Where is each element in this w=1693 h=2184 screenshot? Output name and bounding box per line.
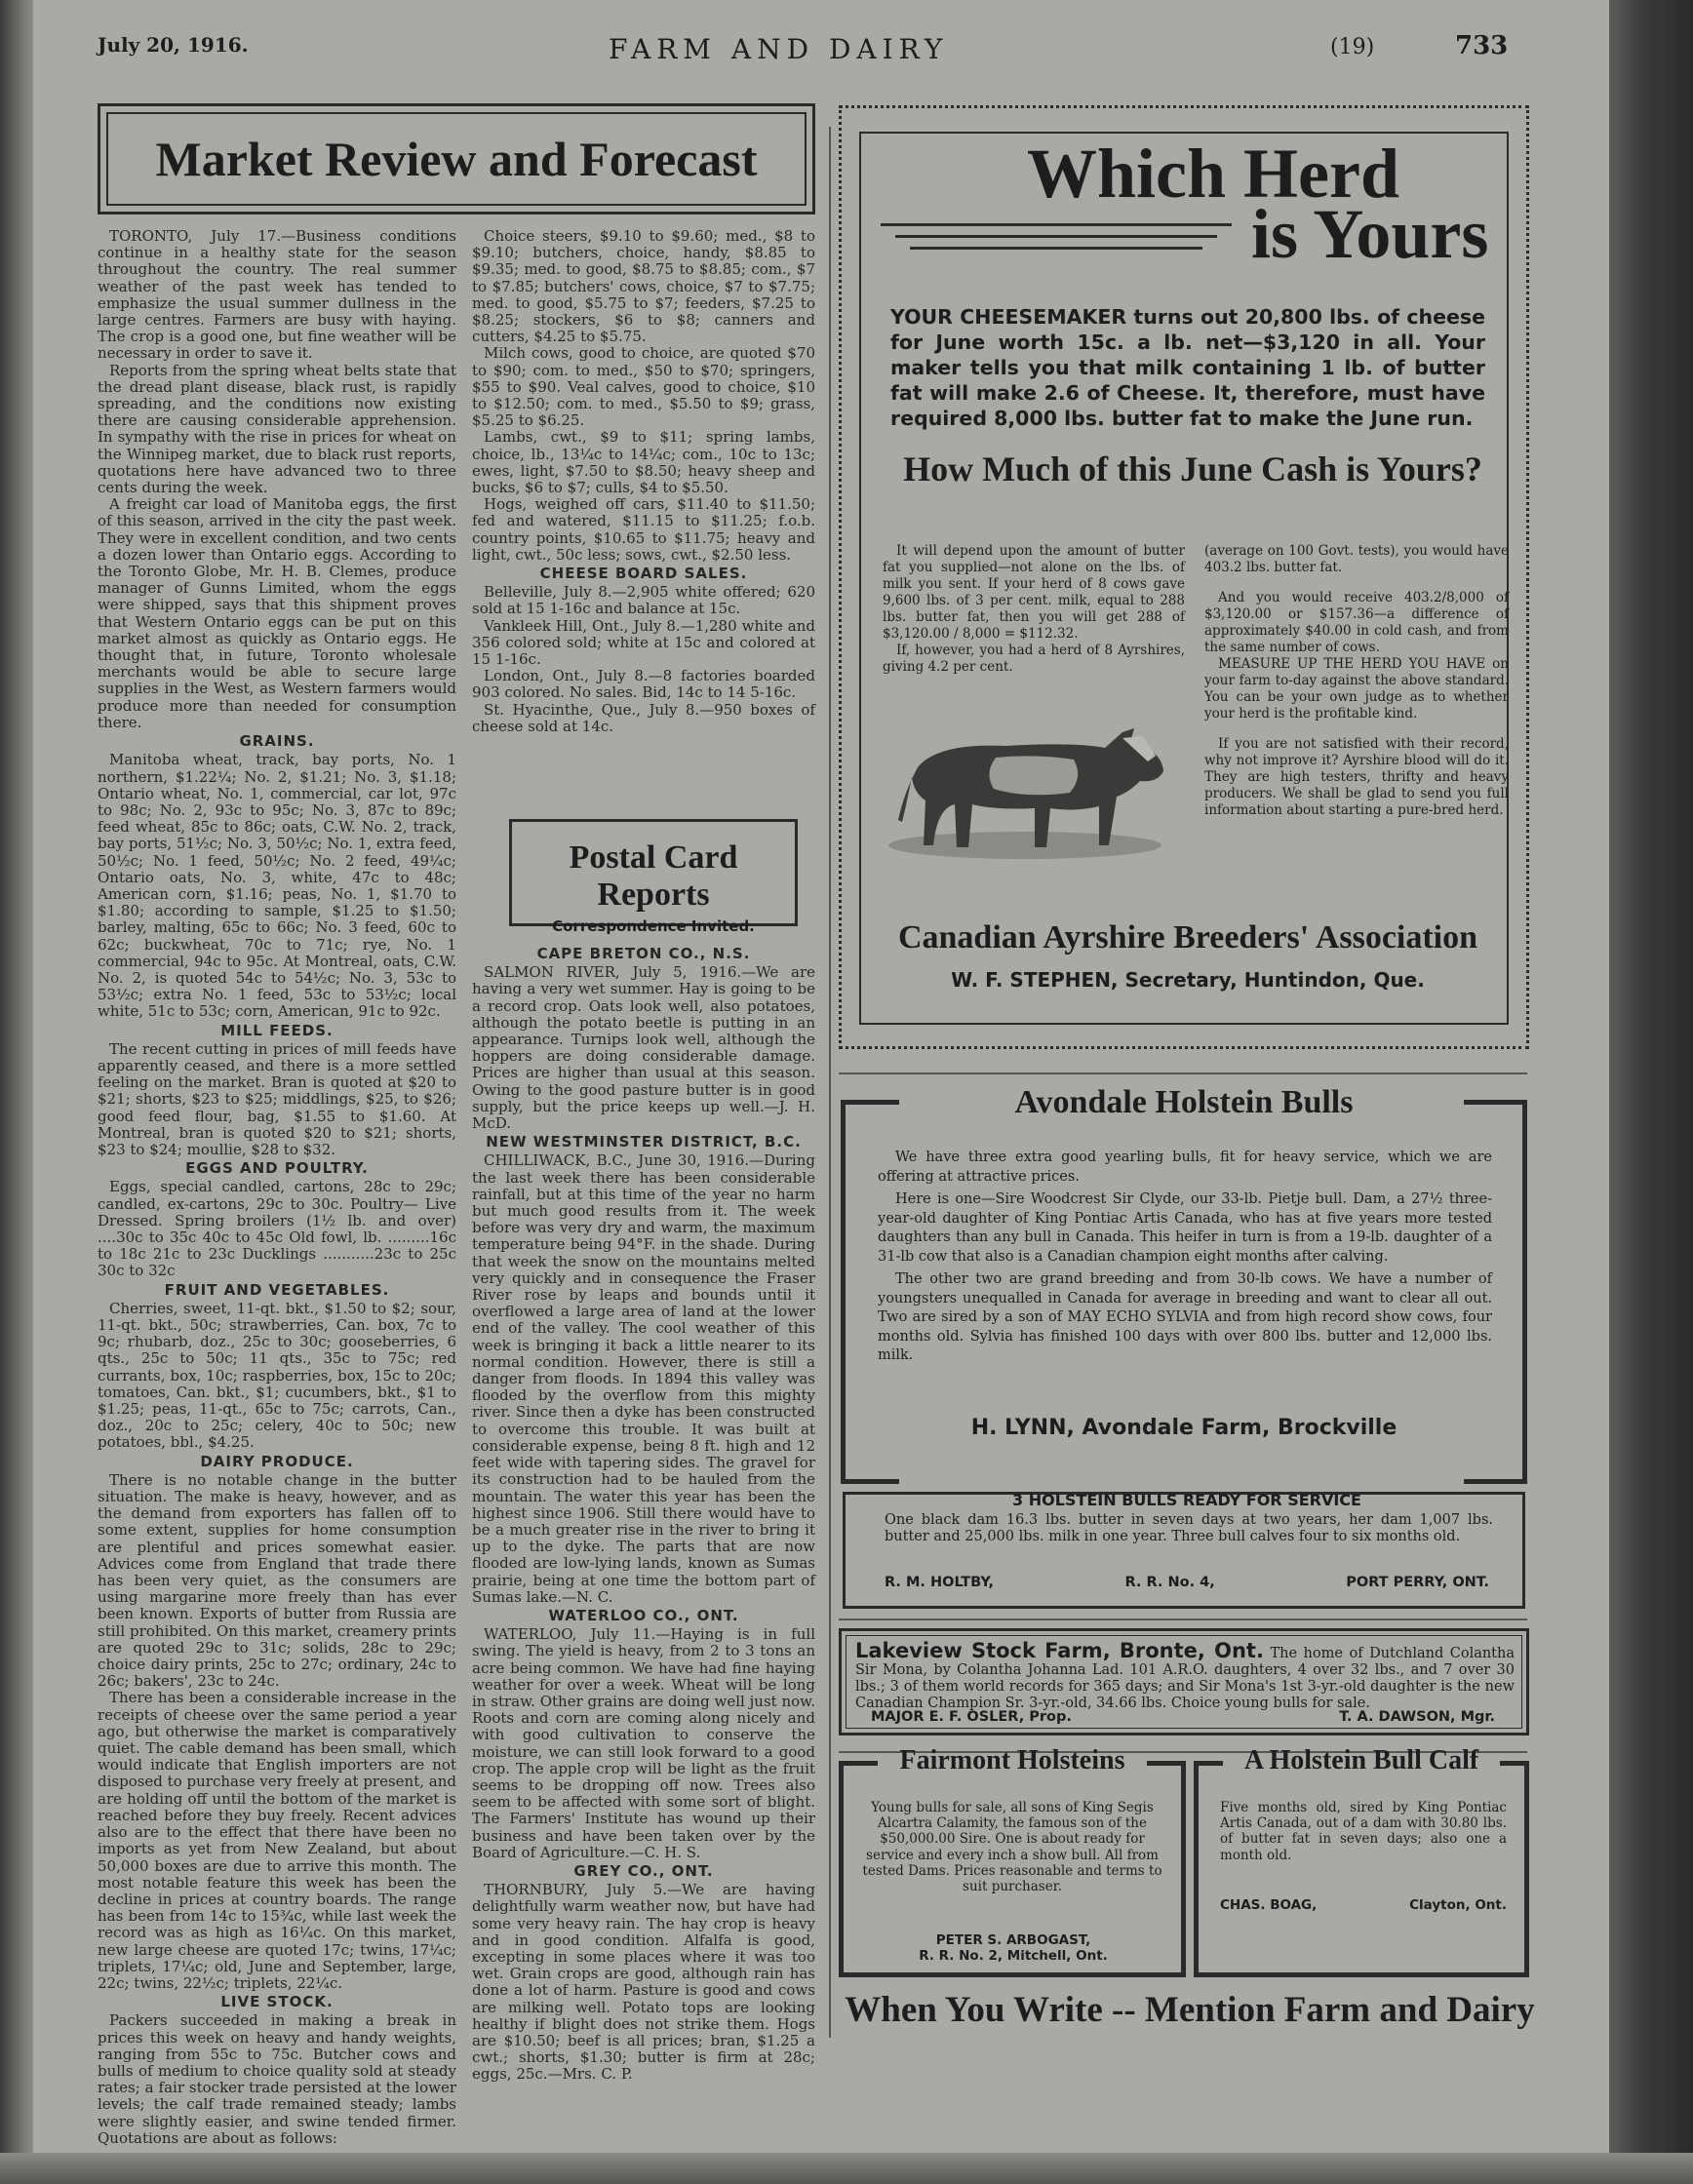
cheese-board-item: London, Ont., July 8.—8 factories boarded 903 colored. No sales. Bid, 14c to 14 5-16c. xyxy=(472,667,815,702)
association-name: Canadian Ayrshire Breeders' Association xyxy=(897,919,1478,956)
ad-headline-1: Which Herd xyxy=(1017,134,1409,214)
issue-date: July 20, 1916. xyxy=(98,33,249,57)
page-bottom-edge xyxy=(0,2153,1693,2184)
avondale-body xyxy=(878,1149,1492,1370)
lakeview-body xyxy=(855,1639,1515,1712)
live-stock-heading: LIVE STOCK. xyxy=(220,1993,334,2011)
holtby-title: 3 HOLSTEIN BULLS READY FOR SERVICE xyxy=(1012,1491,1361,1509)
bull-calf-title: A Holstein Bull Calf xyxy=(1243,1745,1479,1775)
section-divider xyxy=(839,1072,1527,1074)
fairmont-advertisement xyxy=(839,1745,1186,1977)
ad-subheadline: How Much of this June Cash is Yours? xyxy=(903,449,1482,488)
dairy-paragraph: There has been a considerable increase in the receipts of cheese over the same period a year ago, but otherwise the market is comparatively quiet. The cable demand has been small, which would indicate that English importers are not disposed to purchase very freely at present, and are holding off until the bottom of the market is reached before they buy freely. Recent advices also are to the effect that there have been no imports as yet from New Zealand, but about 50,000 boxes are due to arrive this month. The most notable feature this week has been the decline in prices at country boards. The range has been from 14c to 15¾c, while last week the record was as high as 16¼c. On this market, new large cheese are quoted 17c; twins, 17¼c; triplets, 17¼c; old, June and September, large, 22c; twins, 22½c; triplets, 22¼c. xyxy=(98,1689,456,1992)
ad-right-column xyxy=(1204,543,1509,819)
dairy-produce-heading: DAIRY PRODUCE. xyxy=(200,1452,354,1470)
market-column-1 xyxy=(98,227,456,2147)
cheese-board-item: St. Hyacinthe, Que., July 8.—950 boxes of cheese sold at 14c. xyxy=(472,700,815,735)
adjacent-page-edge xyxy=(0,0,33,2184)
lakeview-prop: MAJOR E. F. OSLER, Prop. xyxy=(871,1709,1072,1725)
ad-paragraph: It will depend upon the amount of butter fat you supplied—not alone on the lbs. of milk you sent. If your herd of 8 cows gave 9,600 lbs. of 3 per cent. milk, equal to 288 lbs. butter fat, then you will get 288 of $3,120.00 / 8,000 = $112.32. xyxy=(883,543,1185,642)
ad-left-column xyxy=(883,543,1185,676)
eggs-poultry-paragraph: Eggs, special candled, cartons, 28c to 29c; candled, ex-cartons, 29c to 30c. Poultry— Live Dressed. Spring broilers (1½ lb. and over) ....30c to 35c 40c to 45c Old fowl, lb. .........16c to 18c 21c to 23c Ducklings ...........23c to 25c 30c to 32c xyxy=(98,1178,456,1280)
column-divider xyxy=(829,127,831,2038)
bull-calf-advertisement xyxy=(1194,1745,1529,1977)
mill-feeds-paragraph: The recent cutting in prices of mill feeds have apparently ceased, and there is a more settled feeling on the market. Bran is quoted at $20 to $21; shorts, $23 to $25; middlings, $25, to $26; good feed flour, bag, $1.55 to $1.60. At Montreal, bran is quoted $20 to $21; shorts, $23 to $24; moullie, $28 to $32. xyxy=(98,1039,456,1158)
dairy-paragraph: There is no notable change in the butter situation. The make is heavy, however, and as the demand from exporters has fallen off to some extent, supplies for home consumption are plentiful and prices somewhat easier. Advices come from England that trade there has been very quiet, as the consumers are using margarine more freely than has ever been known. Exports of butter from Russia are still prohibited. On this market, creamery prints are quoted 29c to 31c; solids, 28c to 29c; choice dairy prints, 25c to 27c; ordinary, 24c to 26c; bakers', 23c to 24c. xyxy=(98,1470,456,1691)
holtby-signature xyxy=(885,1575,1489,1590)
bull-calf-place: Clayton, Ont. xyxy=(1409,1897,1507,1913)
market-review-heading-box xyxy=(98,103,815,214)
grains-heading: GRAINS. xyxy=(239,732,315,751)
lakeview-mgr: T. A. DAWSON, Mgr. xyxy=(1339,1709,1495,1725)
grains-paragraph: Manitoba wheat, track, bay ports, No. 1 northern, $1.22¼; No. 2, $1.21; No. 3, $1.18; Ontario wheat, No. 1, commercial, car lot, 97c to 98c; No. 2, 93c to 95c; No. 3, 87c to 89c; feed wheat, 85c to 86c; oats, C.W. No. 2, track, bay ports, 51½c; No. 3, 50½c; No. 1, extra feed, 50½c; No. 1 feed, 50½c; No. 2 feed, 49¼c; Ontario oats, No. 3, white, 47c to 48c; American corn, $1.16; peas, No. 1, $1.70 to $1.80; according to sample, $1.25 to $1.50; barley, malting, 65c to 66c; No. 3 feed, 60c to 62c; buckwheat, 70c to 71c; rye, No. 1 commercial, 94c to 95c. At Montreal, oats, C.W. No. 2, is quoted 54c to 54½c; No. 3, 53c to 53½c; extra No. 1 feed, 53c to 53½c; local white, 51c to 53c; corn, American, 91c to 92c. xyxy=(98,751,456,1021)
cheese-board-heading: CHEESE BOARD SALES. xyxy=(539,565,748,583)
report-heading: NEW WESTMINSTER DISTRICT, B.C. xyxy=(486,1133,802,1151)
fairmont-name: PETER S. ARBOGAST, xyxy=(935,1932,1091,1948)
report-text: CHILLIWACK, B.C., June 30, 1916.—During the last week there has been considerable rainfall, but at this time of the year no harm but much good results from it. The week before was very dry and warm, the maximum temperature being 94°F. in the shade. During that week the snow on the mountains melted very quickly and in consequence the Fraser River rose by leaps and bounds until it overflowed a large area of land at the lower end of the valley. The cool weather of this week is bringing it back a little nearer to its normal condition. However, there is still a danger from floods. In 1894 this valley was flooded by the overflow from this mighty river. Since then a dyke has been constructed to overcome this trouble. It was built at considerable expense, being 8 ft. high and 12 feet wide with tapering sides. The gravel for its construction had to be hauled from the mountain. The water this year has been the highest since 1906. Still there would have to be a much greater rise in the river to bring it up to the dyke. The parts that are now flooded are low-lying lands, known as Sumas prairie, being at one time the bottom part of Sumas lake.—N. C. xyxy=(472,1151,815,1606)
market-review-title: Market Review and Forecast xyxy=(155,132,758,186)
ad-paragraph: And you would receive 403.2/8,000 of $3,120.00 or $157.36—a difference of approximately $40.00 in cold cash, and from the same number of cows. xyxy=(1204,590,1509,655)
avondale-title: Avondale Holstein Bulls xyxy=(1014,1084,1354,1120)
ad-intro-text: YOUR CHEESEMAKER turns out 20,800 lbs. of cheese for June worth 15c. a lb. net—$3,120 in all. Your maker tells you that milk containing 1 lb. of butter fat will make 2.6 of Cheese. It, therefore, must have required 8,000 lbs. butter fat to make the June run. xyxy=(890,305,1485,430)
section-number: (19) xyxy=(1330,35,1375,59)
fairmont-body: Young bulls for sale, all sons of King Segis Alcartra Calamity, the famous son of the $50,000.00 Sire. One is about ready for service and every inch a show bull. All from tested Dams. Prices reasonable and terms to suit purchaser. xyxy=(862,1800,1162,1895)
book-binding-edge xyxy=(1609,0,1693,2184)
postal-card-subtitle: Correspondence Invited. xyxy=(552,917,755,935)
fairmont-title: Fairmont Holsteins xyxy=(899,1745,1125,1775)
report-text: THORNBURY, July 5.—We are having delightfully warm weather now, but have had some very heavy rain. The hay crop is heavy and in good condition. Alfalfa is good, excepting in some places where it was too wet. Grain crops are good, although rain has done a lot of harm. Pasture is good and cows are milking well. Potato tops are looking healthy if blight does not strike them. Hogs are $10.50; beef is all prices; bran, $1.25 a cwt.; shorts, $1.30; butter is firm at 28c; eggs, 25c.—Mrs. C. P. xyxy=(472,1881,815,2084)
fairmont-signature xyxy=(857,1932,1169,1964)
live-stock-paragraph: Hogs, weighed off cars, $11.40 to $11.50; fed and watered, $11.15 to $11.25; f.o.b. country points, $10.65 to $11.75; heavy and light, cwt., 50c less; sows, cwt., $2.50 less. xyxy=(472,495,815,564)
ad-paragraph: If, however, you had a herd of 8 Ayrshires, giving 4.2 per cent. xyxy=(883,643,1185,675)
footer-slogan: When You Write -- Mention Farm and Dairy xyxy=(845,1990,1535,2030)
bull-calf-name: CHAS. BOAG, xyxy=(1220,1897,1318,1913)
mill-feeds-heading: MILL FEEDS. xyxy=(220,1021,334,1039)
masthead: FARM AND DAIRY xyxy=(609,33,949,65)
ad-paragraph: (average on 100 Govt. tests), you would have 403.2 lbs. butter fat. xyxy=(1204,543,1509,575)
secretary-line: W. F. STEPHEN, Secretary, Huntindon, Que. xyxy=(951,968,1425,992)
report-text: WATERLOO, July 11.—Haying is in full swing. The yield is heavy, from 2 to 3 tons an acre being common. We have had fine haying weather for over a week. Wheat will be long in straw. Other grains are doing well just now. Roots and corn are coming along nicely and with good cultivation to conserve the moisture, we can still look forward to a good crop. The apple crop will be light as the fruit seems to be dropping off now. Trees also seem to be affected with some sort of blight. The Farmers' Institute has wound up their business and have been taken over by the Board of Agriculture.—C. H. S. xyxy=(472,1625,815,1861)
ad-paragraph: The other two are grand breeding and from 30-lb cows. We have a number of youngsters unequalled in Canada for average in breeding and want to clear all out. Two are sired by a son of MAY ECHO SYLVIA and from high record show cows, four months old. Sylvia has finished 100 days with over 800 lbs. butter and 12,000 lbs. milk. xyxy=(878,1271,1492,1363)
report-heading: GREY CO., ONT. xyxy=(573,1861,714,1880)
market-column-2 xyxy=(472,228,815,803)
section-divider xyxy=(839,1618,1527,1620)
report-heading: CAPE BRETON CO., N.S. xyxy=(536,945,751,962)
holtby-place: PORT PERRY, ONT. xyxy=(1346,1575,1489,1590)
postal-reports-column xyxy=(472,944,815,2084)
holtby-advertisement xyxy=(843,1492,1525,1609)
cheese-board-item: Belleville, July 8.—2,905 white offered; 620 sold at 15 1-16c and balance at 15c. xyxy=(472,583,815,618)
lakeview-title: Lakeview Stock Farm, Bronte, Ont. xyxy=(855,1639,1264,1662)
eggs-poultry-heading: EGGS AND POULTRY. xyxy=(185,1159,369,1178)
fairmont-address: R. R. No. 2, Mitchell, Ont. xyxy=(919,1948,1108,1964)
ad-paragraph: If you are not satisfied with their record, why not improve it? Ayrshire blood will do it. They are high testers, thrifty and heavy producers. We shall be glad to send you full information about starting a pure-bred herd. xyxy=(1204,736,1509,818)
holtby-route: R. R. No. 4, xyxy=(1124,1575,1215,1590)
lakeview-signature xyxy=(871,1709,1495,1725)
bull-calf-body: Five months old, sired by King Pontiac Artis Canada, out of a dam with 30.80 lbs. of butter fat in seven days; also one a month old. xyxy=(1220,1800,1507,1863)
avondale-advertisement xyxy=(841,1084,1527,1484)
fruit-vegetables-heading: FRUIT AND VEGETABLES. xyxy=(164,1280,390,1299)
bull-calf-signature xyxy=(1220,1897,1507,1913)
ad-headline-2: is Yours xyxy=(1251,195,1489,273)
market-intro-paragraph: Reports from the spring wheat belts state that the dread plant disease, black rust, is rapidly spreading, and the conditions now existing there are causing considerable apprehension. In sympathy with the rise in prices for wheat on the Winnipeg market, due to black rust reports, quotations here have advanced two to three cents during the week. xyxy=(98,361,456,497)
ad-paragraph: Here is one—Sire Woodcrest Sir Clyde, our 33-lb. Pietje bull. Dam, a 27½ three-year-old daughter of King Pontiac Artis Canada, who has at five years more tested daughters than any bull in Canada. This heifer in turn is from a 19-lb. daughter of a 31-lb cow that also is a Canadian champion eight months after calving. xyxy=(878,1191,1492,1265)
postal-card-reports-box xyxy=(509,819,798,935)
ad-paragraph: We have three extra good yearling bulls, fit for heavy service, which we are offering at attractive prices. xyxy=(878,1150,1492,1185)
live-stock-paragraph: Packers succeeded in making a break in prices this week on heavy and handy weights, ranging from 55c to 75c. Butcher cows and bulls of medium to choice quality sold at steady rates; a fair stocker trade persisted at the lower levels; the calf trade remained steady; lambs were slightly easier, and swine tended firmer. Quotations are about as follows: xyxy=(98,2011,456,2147)
market-intro-paragraph: A freight car load of Manitoba eggs, the first of this season, arrived in the city the past week. They were in excellent condition, and two cents a dozen lower than Ontario eggs. According to the Toronto Globe, Mr. H. B. Clemes, produce manager of Gunns Limited, whom the eggs were shipped, says that this shipment proves that Western Ontario eggs can be put on this market almost as quickly as Ontario eggs. He thought that, in future, Toronto wholesale merchants would be able to secure large supplies in the West, as Western farmers would produce more than needed for consumption there. xyxy=(98,495,456,731)
market-intro-paragraph: TORONTO, July 17.—Business conditions continue in a healthy state for the season throughout the country. The real summer weather of the past week has tended to emphasize the usual summer dullness in the large centres. Farmers are busy with haying. The crop is a good one, but fine weather will be necessary in order to save it. xyxy=(98,227,456,363)
decorative-lines xyxy=(881,223,1232,258)
ad-paragraph: MEASURE UP THE HERD YOU HAVE on your farm to-day against the above standard. You can be your own judge as to whether your herd is the profitable kind. xyxy=(1204,656,1509,722)
holtby-body: One black dam 16.3 lbs. butter in seven days at two years, her dam 1,007 lbs. butter and 25,000 lbs. milk in one year. Three bull calves four to six months old. xyxy=(885,1512,1493,1544)
live-stock-paragraph: Lambs, cwt., $9 to $11; spring lambs, choice, lb., 13¼c to 14¼c; com., 10c to 13c; ewes, light, $7.50 to $8.50; heavy sheep and bucks, $6 to $7; culls, $4 to $5.50. xyxy=(472,428,815,497)
postal-card-title: Postal Card Reports xyxy=(569,839,738,913)
page-number: 733 xyxy=(1455,31,1509,60)
fruit-vegetables-paragraph: Cherries, sweet, 11-qt. bkt., $1.50 to $2; sour, 11-qt. bkt., 50c; strawberries, Can. box, 7c to 9c; rhubarb, doz., 25c to 30c; gooseberries, 6 qts., 25c to 50c; 11 qts., 35c to 75c; red currants, box, 10c; raspberries, box, 15c to 20c; tomatoes, Can. bkt., $1; cucumbers, bkt., $1 to $1.25; peas, 11-qt., 65c to 75c; carrots, Can., doz., 20c to 25c; celery, 40c to 50c; new potatoes, bbl., $4.25. xyxy=(98,1299,456,1452)
ayrshire-advertisement xyxy=(839,105,1529,1049)
cheese-board-item: Vankleek Hill, Ont., July 8.—1,280 white and 356 colored sold; white at 15c and colored at 15 1-16c. xyxy=(472,616,815,669)
report-heading: WATERLOO CO., ONT. xyxy=(548,1606,739,1624)
live-stock-paragraph: Milch cows, good to choice, are quoted $70 to $90; com. to med., $50 to $70; springers, $55 to $90. Veal calves, good to choice, $10 to $12.50; com. to med., $5.50 to $9; grass, $5.25 to $6.25. xyxy=(472,344,815,430)
live-stock-paragraph: Choice steers, $9.10 to $9.60; med., $8 to $9.10; butchers, choice, handy, $8.85 to $9.35; med. to good, $8.75 to $8.85; com., $7 to $7.85; butchers' cows, choice, $7 to $7.75; med. to good, $5.75 to $7; feeders, $7.25 to $8.25; stockers, $6 to $8; canners and cutters, $4.25 to $5.75. xyxy=(472,227,815,346)
holtby-name: R. M. HOLTBY, xyxy=(885,1575,995,1590)
report-text: SALMON RIVER, July 5, 1916.—We are having a very wet summer. Hay is going to be a record crop. Oats look well, also potatoes, although the potato beetle is putting in an appearance. Turnips look well, although the hoppers are doing considerable damage. Prices are higher than usual at this season. Owing to the good pasture butter is in good supply, but the price keeps up well.—J. H. McD. xyxy=(472,963,815,1133)
newspaper-page xyxy=(33,0,1609,2153)
avondale-signature: H. LYNN, Avondale Farm, Brockville xyxy=(970,1416,1398,1440)
ayrshire-cow-illustration xyxy=(879,699,1171,875)
lakeview-advertisement xyxy=(839,1628,1529,1736)
lakeview-text: The home of Dutchland Colantha Sir Mona, by Colantha Johanna Lad. 101 A.R.O. daughters, 4 over 32 lbs., and 7 over 30 lbs.; 3 of them world records for 365 days; and Sir Mona's 1st 3-yr.-old daughter is the new Canadian Champion Sr. 3-yr.-old, 34.66 lbs. Choice young bulls for sale. xyxy=(855,1646,1515,1711)
